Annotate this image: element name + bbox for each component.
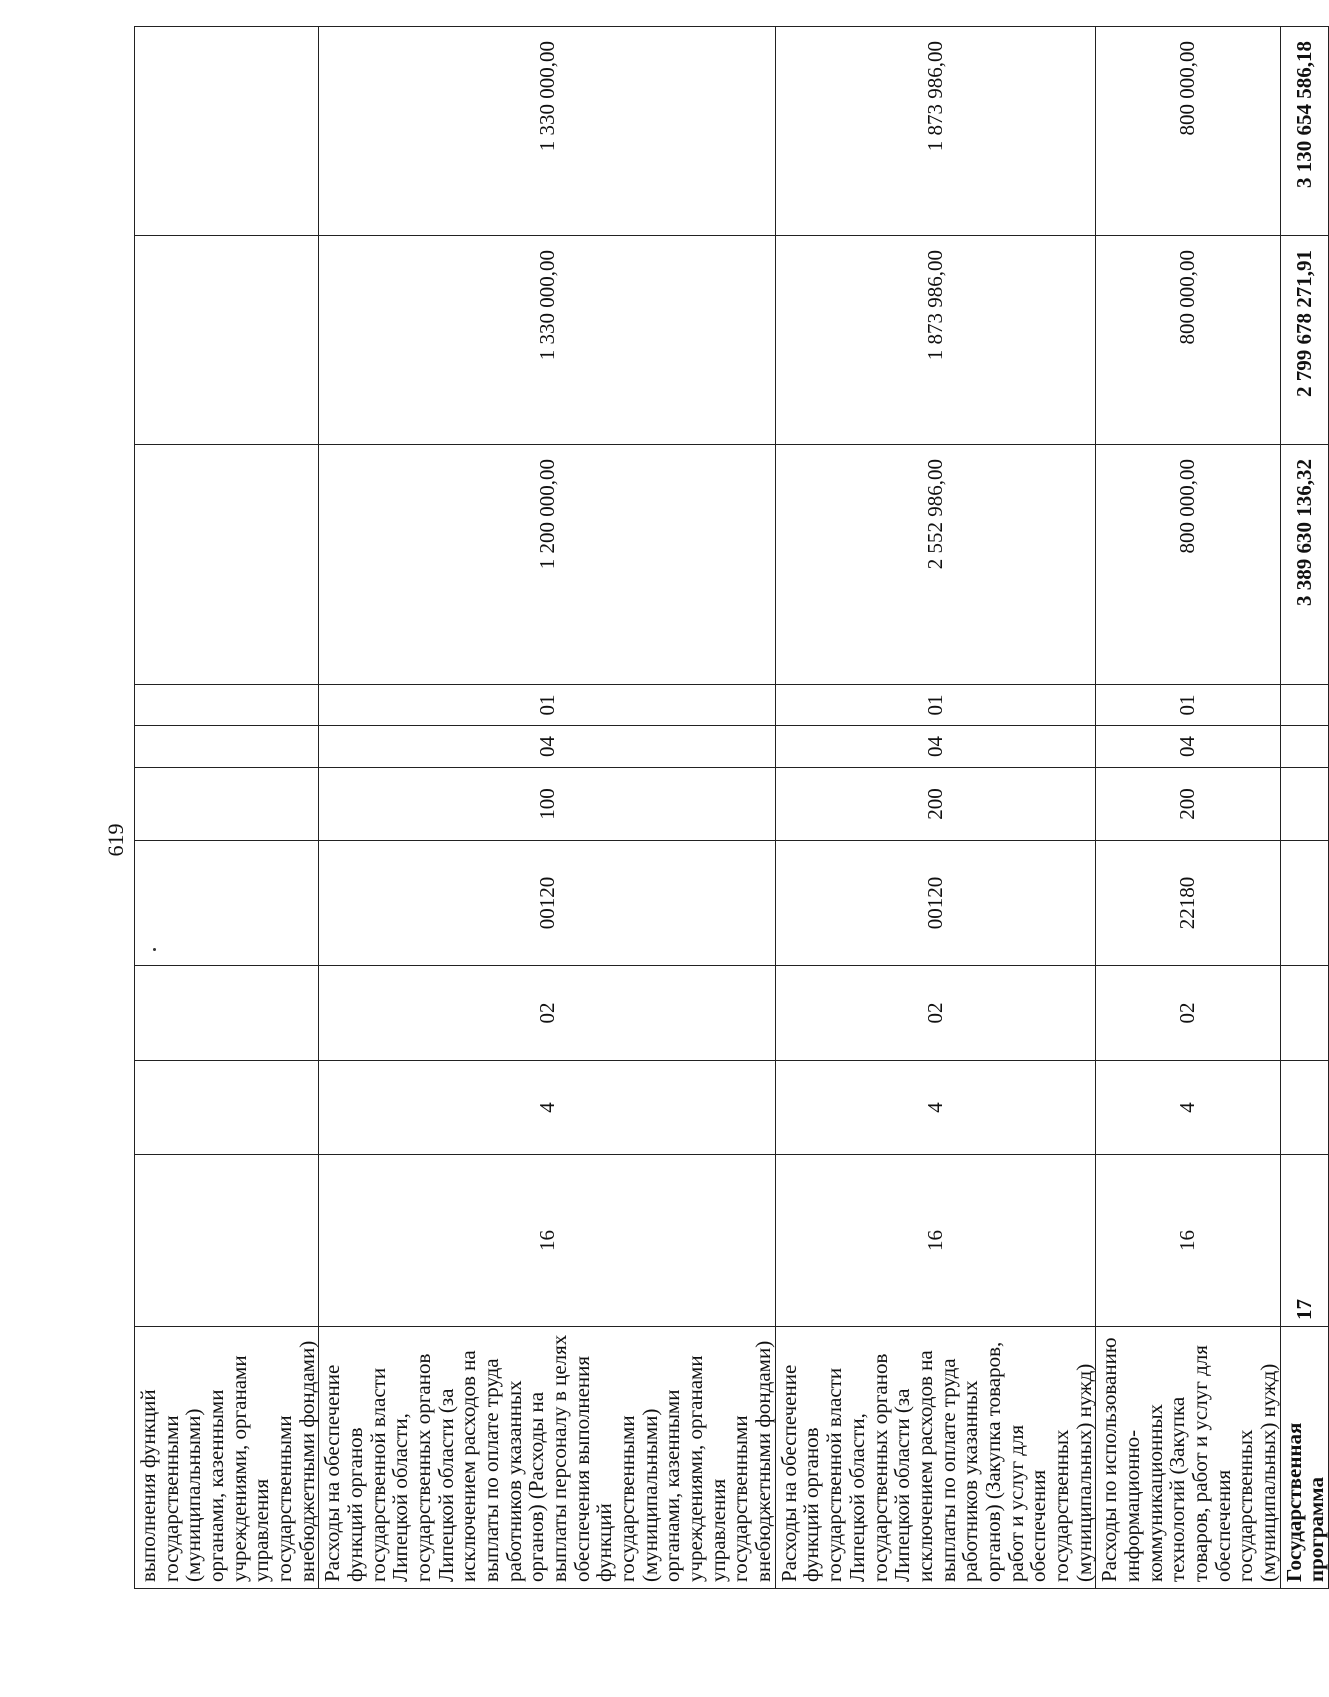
page-number: 619: [103, 823, 128, 857]
program-code: 16: [775, 1155, 1095, 1327]
row-name: Расходы по использованию информационно-коммуникационных технологий (Закупка товаров, работ и услуг для обеспечения государственных (муниципальных) нужд): [1096, 1327, 1280, 1589]
row-name: Государственная программа: [1280, 1327, 1328, 1589]
chapter-code: 04: [775, 726, 1095, 768]
budget-table: [134, 26, 1329, 1589]
table-row: [775, 27, 1095, 1589]
sum-year-2: [135, 236, 319, 445]
subprogram-code: 4: [1096, 1061, 1280, 1155]
section-code: [1280, 966, 1328, 1061]
sum-year-1: 2 552 986,00: [775, 445, 1095, 685]
table-row: [319, 27, 775, 1589]
table-row-total: [1280, 27, 1328, 1589]
sum-year-1: 3 389 630 136,32: [1280, 445, 1328, 685]
expense-type-code: 100: [319, 768, 775, 841]
program-code: 17: [1280, 1155, 1328, 1327]
article-code: 22180: [1096, 841, 1280, 966]
program-code: 16: [319, 1155, 775, 1327]
expense-type-code: 200: [775, 768, 1095, 841]
row-name: Расходы на обеспечение функций органов государственной власти Липецкой области, государственных органов Липецкой области (за исключением расходов на выплаты по оплате труда работников указанных органов) (Расходы на выплаты персоналу в целях обеспечения выполнения функций государственными (муниципальными) органами, казенными учреждениями, органами управления государственными внебюджетными фондами): [319, 1327, 775, 1589]
program-code: [135, 1155, 319, 1327]
article-code: 00120: [319, 841, 775, 966]
sum-year-2: 800 000,00: [1096, 236, 1280, 445]
chapter-code: [135, 726, 319, 768]
sum-year-1: 800 000,00: [1096, 445, 1280, 685]
article-code: 00120: [775, 841, 1095, 966]
expense-type-code: [135, 768, 319, 841]
sum-year-3: 800 000,00: [1096, 27, 1280, 236]
subprogram-code: 4: [319, 1061, 775, 1155]
subprogram-code: [1280, 1061, 1328, 1155]
subsection-code: 01: [1096, 685, 1280, 726]
chapter-code: 04: [319, 726, 775, 768]
sum-year-3: 1 330 000,00: [319, 27, 775, 236]
section-code: [135, 966, 319, 1061]
sum-year-1: [135, 445, 319, 685]
sum-year-3: [135, 27, 319, 236]
program-code: 16: [1096, 1155, 1280, 1327]
sum-year-2: 1 330 000,00: [319, 236, 775, 445]
subsection-code: 01: [775, 685, 1095, 726]
sum-year-3: 3 130 654 586,18: [1280, 27, 1328, 236]
subprogram-code: 4: [775, 1061, 1095, 1155]
section-code: 02: [1096, 966, 1280, 1061]
sum-year-3: 1 873 986,00: [775, 27, 1095, 236]
chapter-code: [1280, 726, 1328, 768]
sum-year-2: 2 799 678 271,91: [1280, 236, 1328, 445]
section-code: 02: [319, 966, 775, 1061]
expense-type-code: [1280, 768, 1328, 841]
article-code: [135, 841, 319, 966]
subprogram-code: [135, 1061, 319, 1155]
chapter-code: 04: [1096, 726, 1280, 768]
budget-table-container: [134, 41, 1329, 1589]
table-row: [1096, 27, 1280, 1589]
article-code: [1280, 841, 1328, 966]
sum-year-2: 1 873 986,00: [775, 236, 1095, 445]
expense-type-code: 200: [1096, 768, 1280, 841]
row-name: Расходы на обеспечение функций органов государственной власти Липецкой области, государственных органов Липецкой области (за исключением расходов на выплаты по оплате труда работников указанных органов) (Закупка товаров, работ и услуг для обеспечения государственных (муниципальных) нужд): [775, 1327, 1095, 1589]
section-code: 02: [775, 966, 1095, 1061]
subsection-code: [1280, 685, 1328, 726]
subsection-code: 01: [319, 685, 775, 726]
table-row: [135, 27, 319, 1589]
subsection-code: [135, 685, 319, 726]
row-name: выполнения функций государственными (муниципальными) органами, казенными учреждениями, органами управления государственными внебюджетными фондами): [135, 1327, 319, 1589]
sum-year-1: 1 200 000,00: [319, 445, 775, 685]
